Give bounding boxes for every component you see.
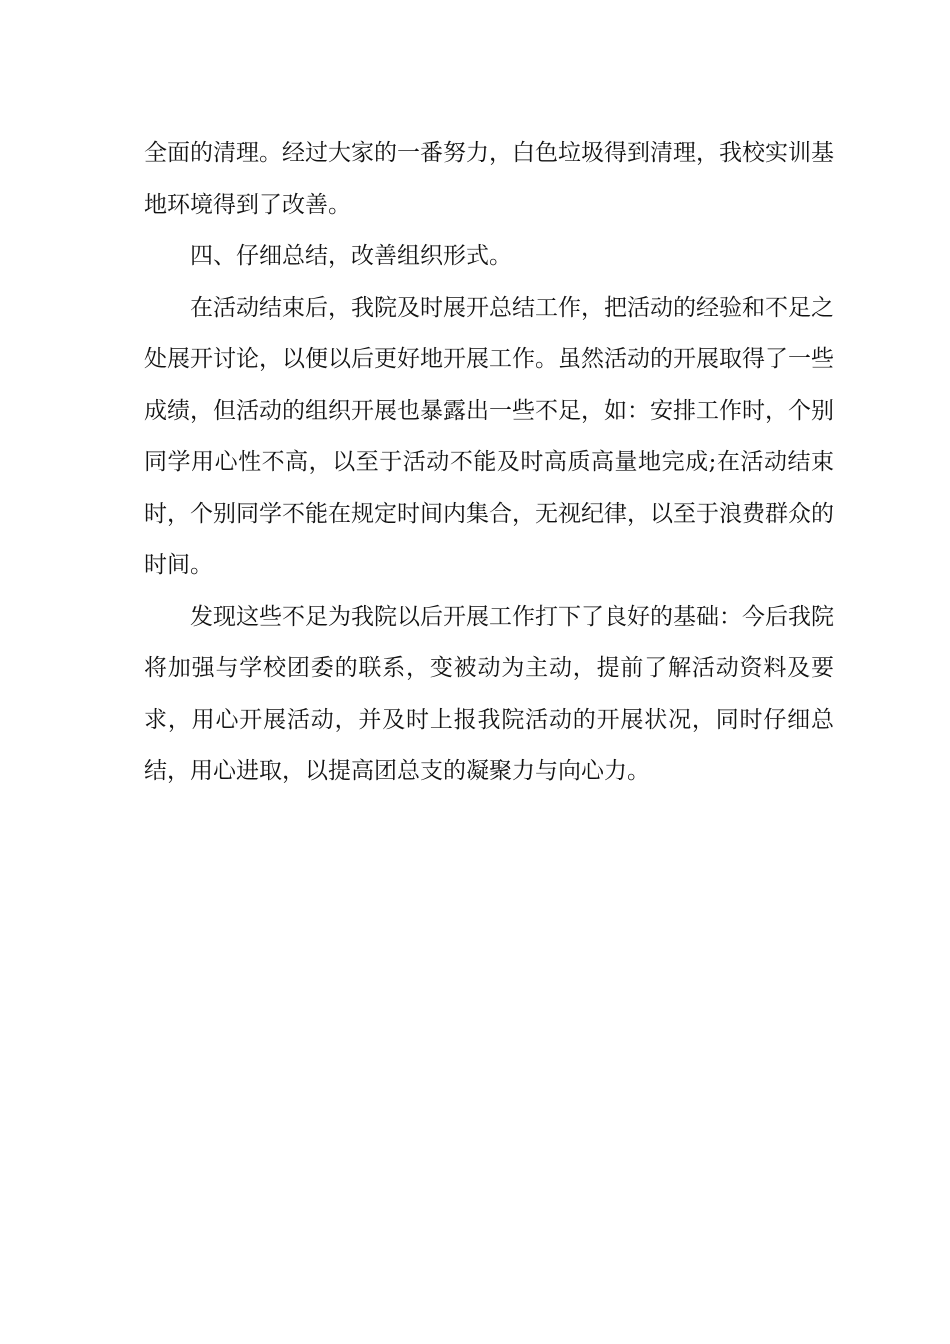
paragraph-continuation: 全面的清理。经过大家的一番努力，白色垃圾得到清理，我校实训基地环境得到了改善。 [144,140,834,218]
paragraph-improvement: 发现这些不足为我院以后开展工作打下了良好的基础：今后我院将加强与学校团委的联系，变被动为主动，提前了解活动资料及要求，用心开展活动，并及时上报我院活动的开展状况，同时仔细总结，用心进取，以提高团总支的凝聚力与向心力。 [144,603,834,784]
section-heading: 四、仔细总结，改善组织形式。 [190,243,512,269]
paragraph-summary: 在活动结束后，我院及时展开总结工作，把活动的经验和不足之处展开讨论，以便以后更好地开展工作。虽然活动的开展取得了一些成绩，但活动的组织开展也暴露出一些不足，如：安排工作时，个别同学用心性不高，以至于活动不能及时高质高量地完成;在活动结束时，个别同学不能在规定时间内集合，无视纪律，以至于浪费群众的时间。 [144,294,834,578]
document-body [144,128,834,798]
